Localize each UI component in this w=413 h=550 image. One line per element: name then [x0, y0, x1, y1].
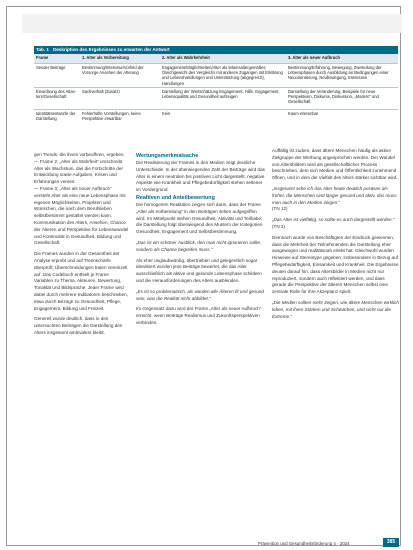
right-column — [272, 148, 400, 320]
table-cell: Einordnung des Altasters/Gesellschaft — [34, 87, 80, 109]
section-heading: Realtiven und Anteilbewertung — [136, 194, 215, 201]
table-cell: Darstellung der Veränderung, Beispiele für neue Perspektiven, Diskurse, Diskussion, „Modern“ und Gesellschaft — [286, 87, 398, 109]
quote: „Die Medien sollten mehr zeigen, wie ältere Menschen wirklich leben, mit ihren Stärken und Schwächen, und nicht nur die Extreme.“ — [272, 299, 399, 319]
quote: „Es ist so problematisch, als würden alle Älteren fit und gesund sein, was die Realität nicht abbildet.“ — [136, 288, 264, 301]
quote: „Das ist ein schöner Ausblick, den man nicht ignorieren sollte, sondern als Chance begreifen muss.“ — [136, 239, 262, 252]
paragraph: Die Frames wurden in der Gesamtheit der Analyse erprobt und auf Trennschärfe überprüft; Überschneidungen traten vereinzelt auf. Das Codebuch enthielt je Frame Variablen zu Thema, Akteuren, Bewertung, Tonalität und Bildsprache. Jeder Frame wird dabei durch mehrere Indikatoren beschrieben, etwa durch Bezüge zu Gesundheit, Pflege, Engagement, Bildung und Freizeit. — [34, 251, 128, 311]
table-header-cell: 3. Alter als neuer Aufbruch — [286, 54, 398, 64]
table-header-cell: Frame — [34, 54, 80, 64]
table-cell: Fehlerhafte Vorstellungen, keine Perspektive erwartbar — [80, 109, 160, 127]
left-column — [34, 152, 129, 337]
quote-reference: (TN 3) — [272, 223, 286, 229]
table-caption-number: Tab. 1 — [36, 47, 49, 52]
section-heading: Wertungsmerkmalsache — [136, 153, 199, 159]
table-header-cell: 1. Alter als Vorbereitung — [80, 54, 160, 64]
paragraph: Die Realisierung der Frames in den Medien zeigt deutliche Unterschiede. In der überwiegenden Zahl der Beiträge wird das Alter in einem neutralen bis positiven Licht dargestellt, negative Aspekte wie Krankheit und Pflegebedürftigkeit stehen seltener im Vordergrund. — [136, 160, 265, 193]
table-cell: Identitätsentwürfe der Darstellung — [34, 109, 80, 127]
table-row — [34, 64, 398, 88]
page-number: 385 — [383, 538, 399, 547]
table-cell: Darstellung der Wertschätzung Engagement, Hilfe, Engagement, Lebensqualität und Gesundheit aufzeigen — [160, 87, 286, 109]
quote: „Insgesamt sehe ich das Alter heute deutlich positiver als früher, die Menschen sind länger gesund und aktiv, das muss man auch in den Medien zeigen.“ — [272, 185, 397, 205]
paragraph: Demnach wurde von Beschäftigten der Eindruck gewonnen, dass die Mehrheit der Teilnehmenden die Darstellung eher ausgewogen und realitätsnah erlebt hat. Gleichwohl wurden Hinweise auf Stereotype gegeben, insbesondere in Bezug auf Pflegebedürftigkeit, Einsamkeit und Krankheit. Die Ergebnisse deuten darauf hin, dass Altersbilder in Medien nicht nur reproduziert, sondern auch reflektiert werden, und dass gerade die Perspektive der älteren Menschen selbst eine zentrale Rolle für ihre Akzeptanz spielt. — [272, 234, 399, 295]
list-item: — Frame 2: „Alter als Wahrheit“ umschreibt Alter als Wachstum, das die Fortschritte der Entwicklung sowie Aufgaben, Krisen und Erfahrungen vereint. — [34, 158, 123, 185]
table-cell: Bestimmung/Interesse/Vorfeld der Vorsorge Ansehen der Alterung — [80, 64, 160, 88]
paragraph: Generell wurde deutlich, dass in den untersuchten Beiträgen die Darstellung des Alters insgesamt ambivalent bleibt. — [34, 316, 123, 335]
frame-table — [34, 46, 398, 127]
paragraph: gen Trends, die ihnen vorbeufhren, ergeben. — [34, 152, 125, 157]
header-band — [22, 14, 402, 33]
paragraph: Die homogenen Realitäten zeigen sich darin, dass der Frame „Alter als Vorbereitung“ in den Beiträgen selten aufgegriffen wird. Im Mittelpunkt stehen Gesundheit, Aktivität und Teilhabe; die Darstellung folgt überwiegend den Mustern der Kategorien Gesundheit, Engagement und Selbstbestimmung. — [136, 201, 263, 235]
table-header-cell: 2. Alter als Wahrkehrheit — [160, 54, 286, 64]
paragraph: Auffällig ist zudem, dass ältere Menschen häufig als aktive Zielgruppe der Werbung angesprochen werden. Der Wandel von Altersbildern wird als gesellschaftlicher Prozess beschrieben, dem sich Medien und Öffentlichkeit zunehmend öffnen, und in dem die Vielfalt des Alters stärker sichtbar wird. — [272, 148, 398, 181]
table-header-row — [34, 54, 398, 64]
table-cell: Bestimmung/Erfahrung, Bewegung, Zweiteilung der Lebensphasen durch Ausbildung an Bedingungen einer Neuorientierung, Neubewegung, Interessen — [286, 64, 398, 88]
quote: „Das Alter ist vielfältig, so sollte es auch dargestellt werden.“ — [272, 217, 395, 223]
table-cell: Sender Beiträge — [34, 64, 80, 88]
table-cell: Engagement/Möglichkeiten/Alter als lebensaltergemäßes Gleichgewicht des Vergleichs mit anderen Zugangen mit Erklärung und Lebenshandlungen und Unterstützung (abgegrenzt), Handlungen — [160, 64, 286, 88]
table-cell: Kaum erkennbar — [286, 109, 398, 127]
paragraph: Im Gegensatz dazu wird der Frame „Alter als neuer Aufbruch“ erreicht, wenn Beiträge Realismus und Zukunftsperspektiven verbinden. — [136, 306, 262, 325]
table-row — [34, 87, 398, 109]
list-item: — Frame 3: „Alter als neuer Aufbruch“ versteht Alter als eine neue Lebensphase mit eigenen Möglichkeiten, Projekten und Wünschen, die nach dem Berufsleben selbstbestimmt gestaltet werden kann. Kommunikation des Alters, Ansehen, Chance der Älteren und Perspektive für Lebenswandel und Kontinuität in Gesundheit, Bildung und Gesellschaft. — [34, 185, 129, 246]
table-cell: Sachverhalt (Zusatz) — [80, 87, 160, 109]
table-caption-text: Deskription des Ergebnisses zu erwarten der Antwort — [52, 47, 170, 52]
table-grid — [34, 54, 398, 127]
journal-footer: Prävention und Gesundheitsförderung 4 · 2024 — [258, 541, 350, 546]
quote-reference: (TN 12) — [272, 206, 288, 212]
table-caption — [34, 46, 398, 54]
table-row — [34, 109, 398, 127]
middle-column — [136, 152, 266, 327]
paragraph: Als eher unglaubwürdig, übertrieben und gelegentlich sogar idealisiert wurden jene Beiträge bewertet, die das Alter ausschließlich als aktive und gesunde Lebensphase schildern und die Herausforderungen des Alters ausblenden. — [136, 257, 262, 283]
table-cell: Kein — [160, 109, 286, 127]
